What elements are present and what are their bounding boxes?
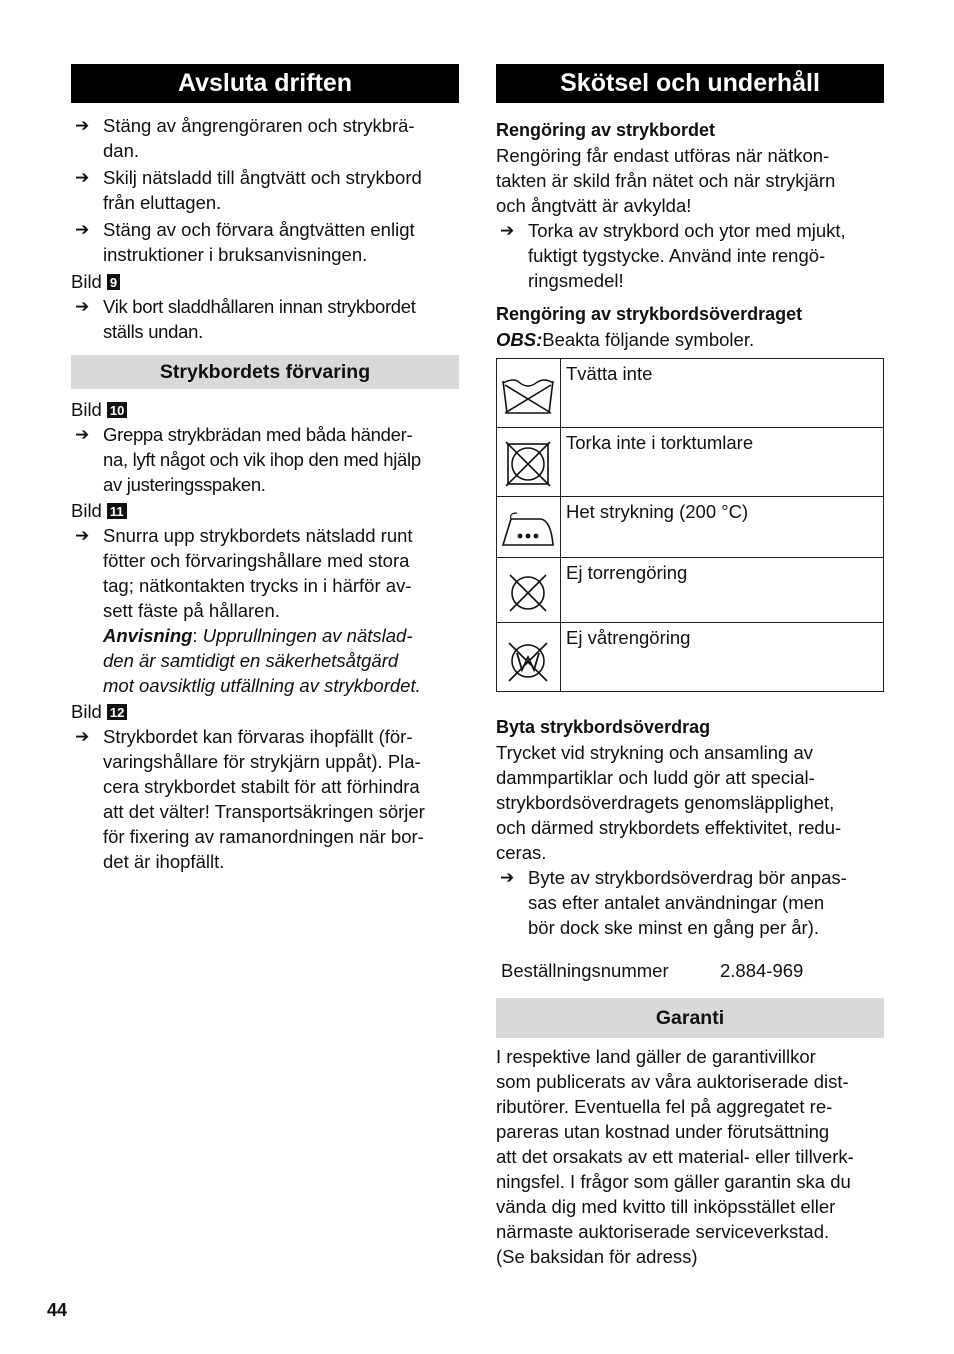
symbol-cell xyxy=(497,497,561,558)
subheading-rengoring-strykbordet: Rengöring av strykbordet xyxy=(496,120,716,140)
arrow-right-icon: ➔ xyxy=(75,727,90,746)
figure-number-badge: 12 xyxy=(107,704,127,720)
paragraph: Rengöring får endast utföras när nätkon- takten är skild från nätet och när strykjärn och ångtvätt är avkylda! xyxy=(496,145,836,216)
symbol-cell xyxy=(497,428,561,497)
table-row xyxy=(497,558,884,623)
symbol-label: Ej våtrengöring xyxy=(561,623,884,692)
care-symbols-table xyxy=(496,358,884,692)
table-row xyxy=(497,428,884,497)
figure-number-badge: 9 xyxy=(107,274,120,290)
no-dry-clean-icon xyxy=(497,558,559,616)
order-number-value: 2.884-969 xyxy=(720,960,804,981)
order-number-label: Beställningsnummer xyxy=(501,960,669,981)
figure-reference: Bild 11 xyxy=(71,498,459,523)
paragraph: I respektive land gäller de garantivillkor som publicerats av våra auktoriserade dist- ributörer. Eventuella fel på aggregatet re- pareras utan kostnad under förutsättning att det orsakats av ett material- eller tillverk- ningsfel. I frågor som gäller garantin ska du vända dig med kvitto till inköpsstället eller närmaste auktoriserade serviceverkstad. (Se baksidan för adress) xyxy=(496,1046,854,1267)
right-column xyxy=(496,64,884,1269)
list-item: ➔ Greppa strykbrädan med båda händer- na, lyft något och vik ihop den med hjälp av justeringsspaken. xyxy=(75,424,421,495)
symbol-label: Ej torrengöring xyxy=(561,558,884,623)
note-paragraph: Anvisning: Upprullningen av nätslad- den är samtidigt en säkerhetsåtgärd mot oavsiktlig utfällning av strykbordet. xyxy=(103,625,421,696)
section-title-avsluta-driften: Avsluta driften xyxy=(71,64,459,103)
no-wet-clean-icon xyxy=(497,623,559,685)
table-row xyxy=(497,359,884,428)
list-item: ➔ Snurra upp strykbordets nätsladd runt fötter och förvaringshållare med stora tag; nätkontakten trycks in i härför av- sett fäste på hållaren. xyxy=(75,525,413,621)
list-item: ➔ Torka av strykbord och ytor med mjukt, fuktigt tygstycke. Använd inte rengö- ringsmedel! xyxy=(500,220,846,291)
symbol-cell xyxy=(497,359,561,428)
figure-reference: Bild 12 xyxy=(71,699,459,724)
list-item: ➔ Strykbordet kan förvaras ihopfällt (för- varingshållare för strykjärn uppåt). Pla- cera strykbordet stabilt för att förhindra att det välter! Transportsäkringen sörjer för fixering av ramanordningen när bor- det är ihopfällt. xyxy=(75,726,425,872)
table-row xyxy=(497,623,884,692)
list-item: ➔ Skilj nätsladd till ångtvätt och strykbord från eluttagen. xyxy=(75,167,422,213)
obs-note: OBS:Beakta följande symboler. xyxy=(496,329,755,350)
no-tumble-dry-icon xyxy=(497,428,559,490)
figure-number-badge: 11 xyxy=(107,503,127,519)
list-item: ➔ Stäng av ångrengöraren och strykbrä- dan. xyxy=(75,115,415,161)
arrow-right-icon: ➔ xyxy=(75,168,90,187)
iron-hot-icon xyxy=(497,497,559,551)
arrow-right-icon: ➔ xyxy=(500,221,515,240)
page-number: 44 xyxy=(47,1300,68,1320)
paragraph: Trycket vid strykning och ansamling av dammpartiklar och ludd gör att special- strykbordsöverdragets genomsläpplighet, och därmed strykbordets effektivitet, redu- ceras. xyxy=(496,742,842,863)
arrow-right-icon: ➔ xyxy=(75,220,90,239)
symbol-label: Torka inte i torktumlare xyxy=(561,428,884,497)
section-title-garanti: Garanti xyxy=(496,998,884,1038)
symbol-label: Tvätta inte xyxy=(561,359,884,428)
note-label: Anvisning xyxy=(103,625,193,646)
subheading-byta-overdrag: Byta strykbordsöverdrag xyxy=(496,717,711,737)
symbol-cell xyxy=(497,558,561,623)
figure-number-badge: 10 xyxy=(107,402,127,418)
table-row xyxy=(497,497,884,558)
arrow-right-icon: ➔ xyxy=(500,868,515,887)
symbol-label: Het strykning (200 °C) xyxy=(561,497,884,558)
list-item: ➔ Vik bort sladdhållaren innan strykbordet ställs undan. xyxy=(75,296,416,342)
no-wash-icon xyxy=(497,359,559,421)
section-title-skotsel-och-underhall: Skötsel och underhåll xyxy=(496,64,884,103)
subheading-rengoring-overdraget: Rengöring av strykbordsöverdraget xyxy=(496,304,803,324)
arrow-right-icon: ➔ xyxy=(75,116,90,135)
list-item: ➔ Byte av strykbordsöverdrag bör anpas- sas efter antalet användningar (men bör dock ske minst en gång per år). xyxy=(500,867,847,938)
section-title-strykbordets-forvaring: Strykbordets förvaring xyxy=(71,355,459,389)
figure-reference: Bild 10 xyxy=(71,397,459,422)
order-number-row xyxy=(496,958,884,983)
arrow-right-icon: ➔ xyxy=(75,526,90,545)
left-column xyxy=(71,64,459,874)
symbol-cell xyxy=(497,623,561,692)
arrow-right-icon: ➔ xyxy=(75,425,90,444)
figure-reference: Bild 9 xyxy=(71,269,459,294)
list-item: ➔ Stäng av och förvara ångtvätten enligt instruktioner i bruksanvisningen. xyxy=(75,219,415,265)
arrow-right-icon: ➔ xyxy=(75,297,90,316)
